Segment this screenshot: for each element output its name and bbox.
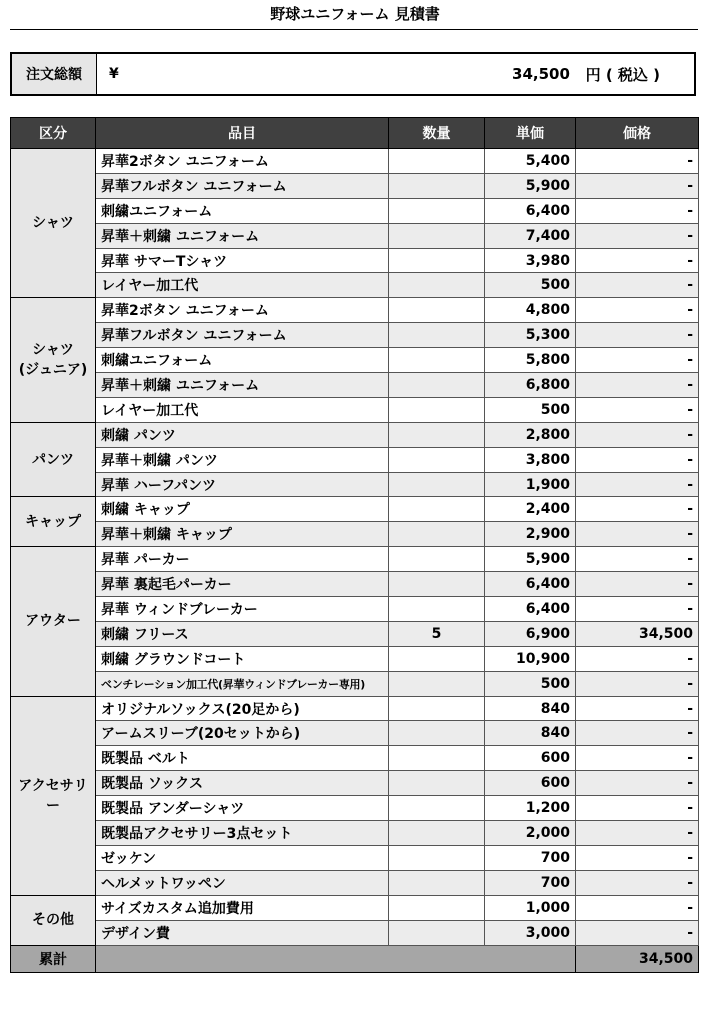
quote-table <box>10 117 699 973</box>
unit-price-cell: 500 <box>485 671 576 696</box>
item-cell: 昇華＋刺繍 ユニフォーム <box>96 223 389 248</box>
header-unit-price: 単価 <box>485 118 576 149</box>
table-row <box>11 621 699 646</box>
qty-cell <box>389 298 485 323</box>
category-cell: アクセサリー <box>11 696 96 895</box>
unit-price-cell: 840 <box>485 696 576 721</box>
qty-cell <box>389 671 485 696</box>
table-row <box>11 248 699 273</box>
price-cell: - <box>576 497 699 522</box>
unit-price-cell: 500 <box>485 273 576 298</box>
price-cell: - <box>576 746 699 771</box>
table-header <box>11 118 699 149</box>
unit-price-cell: 3,000 <box>485 920 576 945</box>
qty-cell <box>389 248 485 273</box>
header-qty: 数量 <box>389 118 485 149</box>
qty-cell <box>389 397 485 422</box>
qty-cell <box>389 771 485 796</box>
category-cell: アウター <box>11 547 96 696</box>
price-cell: - <box>576 547 699 572</box>
price-cell: - <box>576 447 699 472</box>
unit-price-cell: 600 <box>485 746 576 771</box>
item-cell: ヘルメットワッペン <box>96 870 389 895</box>
item-cell: 刺繍 パンツ <box>96 422 389 447</box>
table-row <box>11 671 699 696</box>
item-cell: 既製品 ベルト <box>96 746 389 771</box>
table-row <box>11 173 699 198</box>
table-row <box>11 597 699 622</box>
qty-cell <box>389 447 485 472</box>
table-row <box>11 572 699 597</box>
price-cell: - <box>576 223 699 248</box>
qty-cell: 5 <box>389 621 485 646</box>
price-cell: - <box>576 870 699 895</box>
unit-price-cell: 4,800 <box>485 298 576 323</box>
summary-spacer <box>96 945 576 972</box>
qty-cell <box>389 845 485 870</box>
price-cell: - <box>576 273 699 298</box>
unit-price-cell: 5,900 <box>485 547 576 572</box>
table-row <box>11 845 699 870</box>
qty-cell <box>389 173 485 198</box>
table-row <box>11 895 699 920</box>
price-cell: - <box>576 721 699 746</box>
price-cell: - <box>576 671 699 696</box>
order-total-suffix: 円 ( 税込 ) <box>585 65 660 84</box>
item-cell: デザイン費 <box>96 920 389 945</box>
order-total-value: 34,500 <box>512 65 570 83</box>
header-item: 品目 <box>96 118 389 149</box>
price-cell: - <box>576 597 699 622</box>
unit-price-cell: 3,800 <box>485 447 576 472</box>
price-cell: - <box>576 397 699 422</box>
table-row <box>11 746 699 771</box>
qty-cell <box>389 920 485 945</box>
item-cell: 昇華＋刺繍 パンツ <box>96 447 389 472</box>
summary-value: 34,500 <box>576 945 699 972</box>
item-cell: 昇華 ウィンドブレーカー <box>96 597 389 622</box>
unit-price-cell: 700 <box>485 870 576 895</box>
unit-price-cell: 6,400 <box>485 572 576 597</box>
table-row <box>11 447 699 472</box>
item-cell: 刺繍ユニフォーム <box>96 198 389 223</box>
item-cell: 刺繍 フリース <box>96 621 389 646</box>
category-cell: その他 <box>11 895 96 945</box>
item-cell: ゼッケン <box>96 845 389 870</box>
category-cell: シャツ (ジュニア) <box>11 298 96 422</box>
unit-price-cell: 5,800 <box>485 348 576 373</box>
table-row <box>11 497 699 522</box>
price-cell: - <box>576 198 699 223</box>
price-cell: - <box>576 472 699 497</box>
unit-price-cell: 2,000 <box>485 821 576 846</box>
table-row <box>11 920 699 945</box>
price-cell: - <box>576 821 699 846</box>
price-cell: - <box>576 373 699 398</box>
table-row <box>11 223 699 248</box>
qty-cell <box>389 796 485 821</box>
item-cell: 既製品 アンダーシャツ <box>96 796 389 821</box>
table-row <box>11 721 699 746</box>
price-cell: - <box>576 920 699 945</box>
qty-cell <box>389 497 485 522</box>
table-row <box>11 870 699 895</box>
qty-cell <box>389 721 485 746</box>
price-cell: - <box>576 572 699 597</box>
header-category: 区分 <box>11 118 96 149</box>
price-cell: - <box>576 696 699 721</box>
table-body <box>11 149 699 946</box>
unit-price-cell: 1,000 <box>485 895 576 920</box>
item-cell: 既製品 ソックス <box>96 771 389 796</box>
unit-price-cell: 5,400 <box>485 149 576 174</box>
summary-row <box>11 945 699 972</box>
unit-price-cell: 1,900 <box>485 472 576 497</box>
table-row <box>11 422 699 447</box>
qty-cell <box>389 870 485 895</box>
item-cell: 刺繍 キャップ <box>96 497 389 522</box>
table-row <box>11 198 699 223</box>
price-cell: 34,500 <box>576 621 699 646</box>
item-cell: レイヤー加工代 <box>96 397 389 422</box>
item-cell: 昇華＋刺繍 キャップ <box>96 522 389 547</box>
price-cell: - <box>576 796 699 821</box>
summary-label: 累計 <box>11 945 96 972</box>
item-cell: 昇華 ハーフパンツ <box>96 472 389 497</box>
table-row <box>11 149 699 174</box>
unit-price-cell: 700 <box>485 845 576 870</box>
table-row <box>11 646 699 671</box>
qty-cell <box>389 422 485 447</box>
unit-price-cell: 5,300 <box>485 323 576 348</box>
unit-price-cell: 500 <box>485 397 576 422</box>
table-row <box>11 771 699 796</box>
unit-price-cell: 5,900 <box>485 173 576 198</box>
table-row <box>11 696 699 721</box>
qty-cell <box>389 696 485 721</box>
header-price: 価格 <box>576 118 699 149</box>
item-cell: アームスリーブ(20セットから) <box>96 721 389 746</box>
table-row <box>11 373 699 398</box>
item-cell: 昇華2ボタン ユニフォーム <box>96 298 389 323</box>
price-cell: - <box>576 323 699 348</box>
qty-cell <box>389 149 485 174</box>
item-cell: 昇華フルボタン ユニフォーム <box>96 173 389 198</box>
item-cell: レイヤー加工代 <box>96 273 389 298</box>
qty-cell <box>389 522 485 547</box>
item-cell: ベンチレーション加工代(昇華ウィンドブレーカー専用) <box>96 671 389 696</box>
qty-cell <box>389 472 485 497</box>
title-divider <box>10 29 698 30</box>
category-cell: シャツ <box>11 149 96 298</box>
table-row <box>11 397 699 422</box>
qty-cell <box>389 198 485 223</box>
qty-cell <box>389 223 485 248</box>
item-cell: 昇華＋刺繍 ユニフォーム <box>96 373 389 398</box>
unit-price-cell: 1,200 <box>485 796 576 821</box>
price-cell: - <box>576 248 699 273</box>
unit-price-cell: 6,800 <box>485 373 576 398</box>
price-cell: - <box>576 845 699 870</box>
price-cell: - <box>576 422 699 447</box>
item-cell: 昇華 サマーTシャツ <box>96 248 389 273</box>
price-cell: - <box>576 522 699 547</box>
table-row <box>11 796 699 821</box>
item-cell: 昇華 裏起毛パーカー <box>96 572 389 597</box>
item-cell: オリジナルソックス(20足から) <box>96 696 389 721</box>
item-cell: 刺繍 グラウンドコート <box>96 646 389 671</box>
unit-price-cell: 3,980 <box>485 248 576 273</box>
qty-cell <box>389 572 485 597</box>
unit-price-cell: 2,900 <box>485 522 576 547</box>
qty-cell <box>389 746 485 771</box>
qty-cell <box>389 821 485 846</box>
qty-cell <box>389 547 485 572</box>
table-row <box>11 273 699 298</box>
item-cell: 昇華2ボタン ユニフォーム <box>96 149 389 174</box>
category-cell: パンツ <box>11 422 96 497</box>
unit-price-cell: 600 <box>485 771 576 796</box>
table-row <box>11 348 699 373</box>
qty-cell <box>389 273 485 298</box>
unit-price-cell: 2,800 <box>485 422 576 447</box>
table-row <box>11 522 699 547</box>
price-cell: - <box>576 895 699 920</box>
unit-price-cell: 6,900 <box>485 621 576 646</box>
price-cell: - <box>576 149 699 174</box>
page-title: 野球ユニフォーム 見積書 <box>270 5 440 23</box>
yen-sign: ¥ <box>109 66 119 82</box>
price-cell: - <box>576 298 699 323</box>
qty-cell <box>389 646 485 671</box>
table-row <box>11 298 699 323</box>
order-total-box <box>10 52 696 96</box>
unit-price-cell: 2,400 <box>485 497 576 522</box>
price-cell: - <box>576 348 699 373</box>
item-cell: 昇華 パーカー <box>96 547 389 572</box>
qty-cell <box>389 895 485 920</box>
qty-cell <box>389 597 485 622</box>
item-cell: サイズカスタム追加費用 <box>96 895 389 920</box>
item-cell: 既製品アクセサリー3点セット <box>96 821 389 846</box>
table-row <box>11 821 699 846</box>
qty-cell <box>389 323 485 348</box>
category-cell: キャップ <box>11 497 96 547</box>
table-row <box>11 547 699 572</box>
price-cell: - <box>576 646 699 671</box>
unit-price-cell: 840 <box>485 721 576 746</box>
unit-price-cell: 7,400 <box>485 223 576 248</box>
qty-cell <box>389 348 485 373</box>
price-cell: - <box>576 173 699 198</box>
price-cell: - <box>576 771 699 796</box>
unit-price-cell: 6,400 <box>485 198 576 223</box>
order-total-amount <box>149 54 694 94</box>
unit-price-cell: 6,400 <box>485 597 576 622</box>
qty-cell <box>389 373 485 398</box>
unit-price-cell: 10,900 <box>485 646 576 671</box>
table-row <box>11 323 699 348</box>
item-cell: 刺繍ユニフォーム <box>96 348 389 373</box>
table-row <box>11 472 699 497</box>
item-cell: 昇華フルボタン ユニフォーム <box>96 323 389 348</box>
order-total-label: 注文総額 <box>12 54 97 94</box>
